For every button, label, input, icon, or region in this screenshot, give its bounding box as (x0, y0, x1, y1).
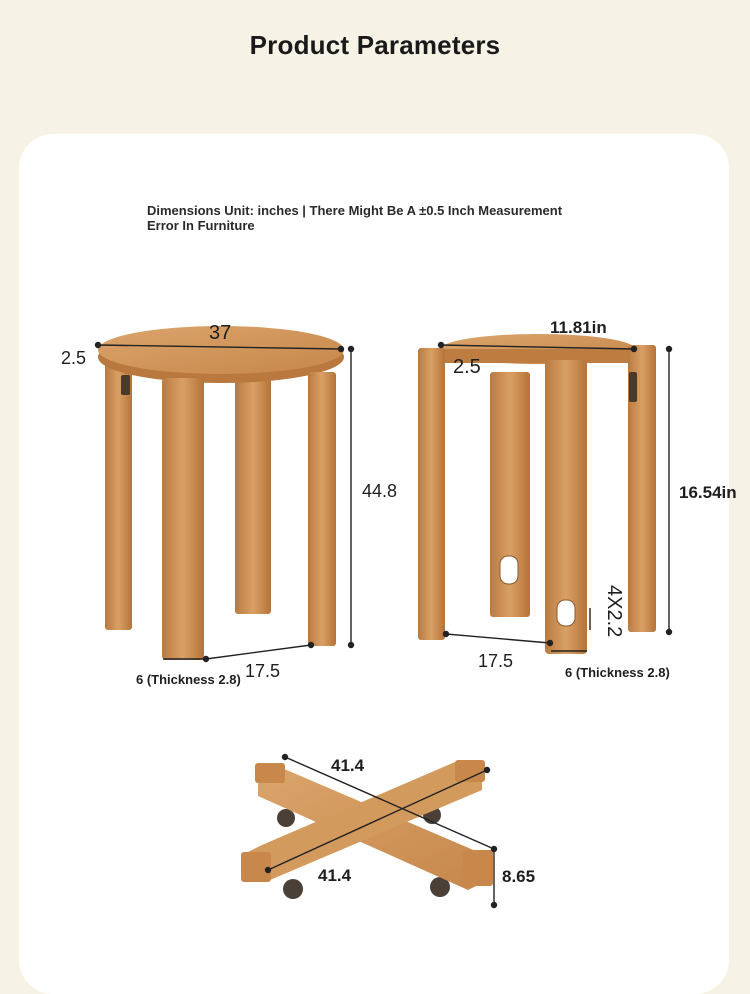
stool-right-slot-label: 4X2.2 (603, 585, 625, 638)
cross-base-illustration (241, 755, 497, 908)
base-end-1 (255, 763, 285, 783)
stool-left-leg-back (235, 372, 271, 614)
stool-left-thickness-label: 2.5 (61, 348, 87, 368)
stool-left-leg-left (105, 362, 132, 630)
base-end-3 (241, 852, 271, 882)
stool-right-leg-left (418, 348, 445, 640)
stool-right-leg-size-label: 6 (Thickness 2.8) (565, 665, 670, 680)
stool-left-spread-label: 17.5 (245, 661, 281, 681)
stool-left-bracket (121, 375, 130, 395)
stool-right-illustration (418, 334, 672, 654)
caster-3 (283, 879, 303, 899)
stool-right-height-label: 16.54in (679, 483, 737, 502)
page-title: Product Parameters (249, 30, 501, 60)
stool-right-slot-front (557, 600, 575, 626)
caster-1 (277, 809, 295, 827)
stool-right-diameter-label: 11.81in (550, 318, 607, 337)
stool-right-bracket (629, 372, 637, 402)
stool-right-thickness-label: 2.5 (453, 356, 481, 378)
base-length-b-label: 41.4 (318, 866, 352, 885)
stool-left-leg-size-label: 6 (Thickness 2.8) (136, 672, 241, 687)
base-end-2 (455, 760, 485, 782)
dimension-note: Dimensions Unit: inches | There Might Be A ±0.5 Inch Measurement Error In Furniture (147, 203, 563, 233)
base-height-label: 8.65 (502, 867, 536, 886)
stool-left-diameter-label: 37 (209, 322, 232, 344)
base-end-4 (463, 850, 493, 886)
stool-left-illustration (96, 326, 354, 662)
stool-right-slot-back (500, 556, 518, 584)
stool-left-height-label: 44.8 (362, 481, 398, 501)
stool-left-leg-front (162, 378, 204, 660)
stool-right-spread-label: 17.5 (478, 651, 514, 671)
base-length-a-label: 41.4 (331, 756, 365, 775)
stool-left-leg-right (308, 372, 336, 646)
